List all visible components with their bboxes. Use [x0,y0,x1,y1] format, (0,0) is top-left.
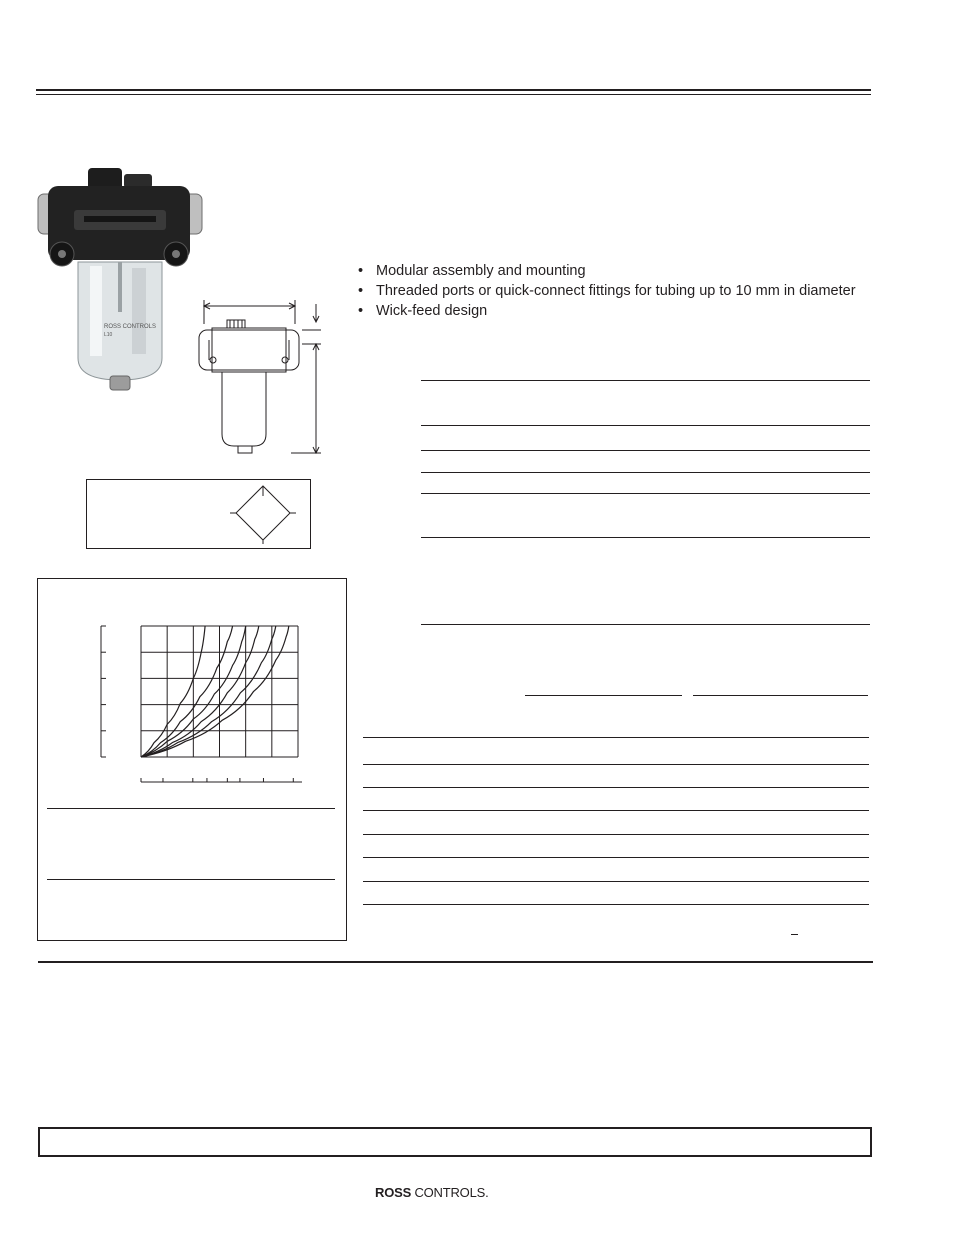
spec-rule [421,537,870,538]
table-rule [363,787,869,788]
chart-series-line [141,626,289,757]
table-group-rule [693,695,868,696]
lubricator-symbol-icon [230,482,296,546]
header-rule-thin [36,94,871,95]
table-rule [363,904,869,905]
chart-box-rule [47,808,335,809]
feature-list [358,261,856,321]
spec-rule [421,472,870,473]
chart-series-line [141,626,276,757]
table-rule [363,737,869,738]
table-rule [363,834,869,835]
table-rule [363,857,869,858]
chart-series [141,626,289,757]
spec-rule [421,380,870,381]
chart-box-rule [47,879,335,880]
footer-note-box [38,1127,872,1157]
flow-chart [90,615,315,795]
spec-rule [421,450,870,451]
photo-label-line1: ROSS CONTROLS [104,324,157,330]
brand-bold: ROSS [375,1185,412,1200]
feature-item: • Modular assembly and mounting [358,261,856,281]
feature-item: • Threaded ports or quick-connect fittings for tubing up to 10 mm in diameter [358,281,856,301]
table-rule [363,810,869,811]
spec-rule [421,493,870,494]
photo-label-line2: L10 [104,332,113,338]
footer-brand [375,1185,489,1200]
product-photo [34,162,204,394]
table-rule [363,764,869,765]
header-rule-thick [36,89,871,91]
section-rule [38,961,873,963]
table-group-rule [525,695,682,696]
brand-rest: CONTROLS. [411,1185,489,1200]
spec-rule [421,624,870,625]
footnote-mark [791,934,798,935]
table-rule [363,881,869,882]
chart-grid [141,626,298,757]
chart-series-line [141,626,233,757]
feature-item: • Wick-feed design [358,301,856,321]
dimension-drawing [195,296,327,462]
spec-rule [421,425,870,426]
